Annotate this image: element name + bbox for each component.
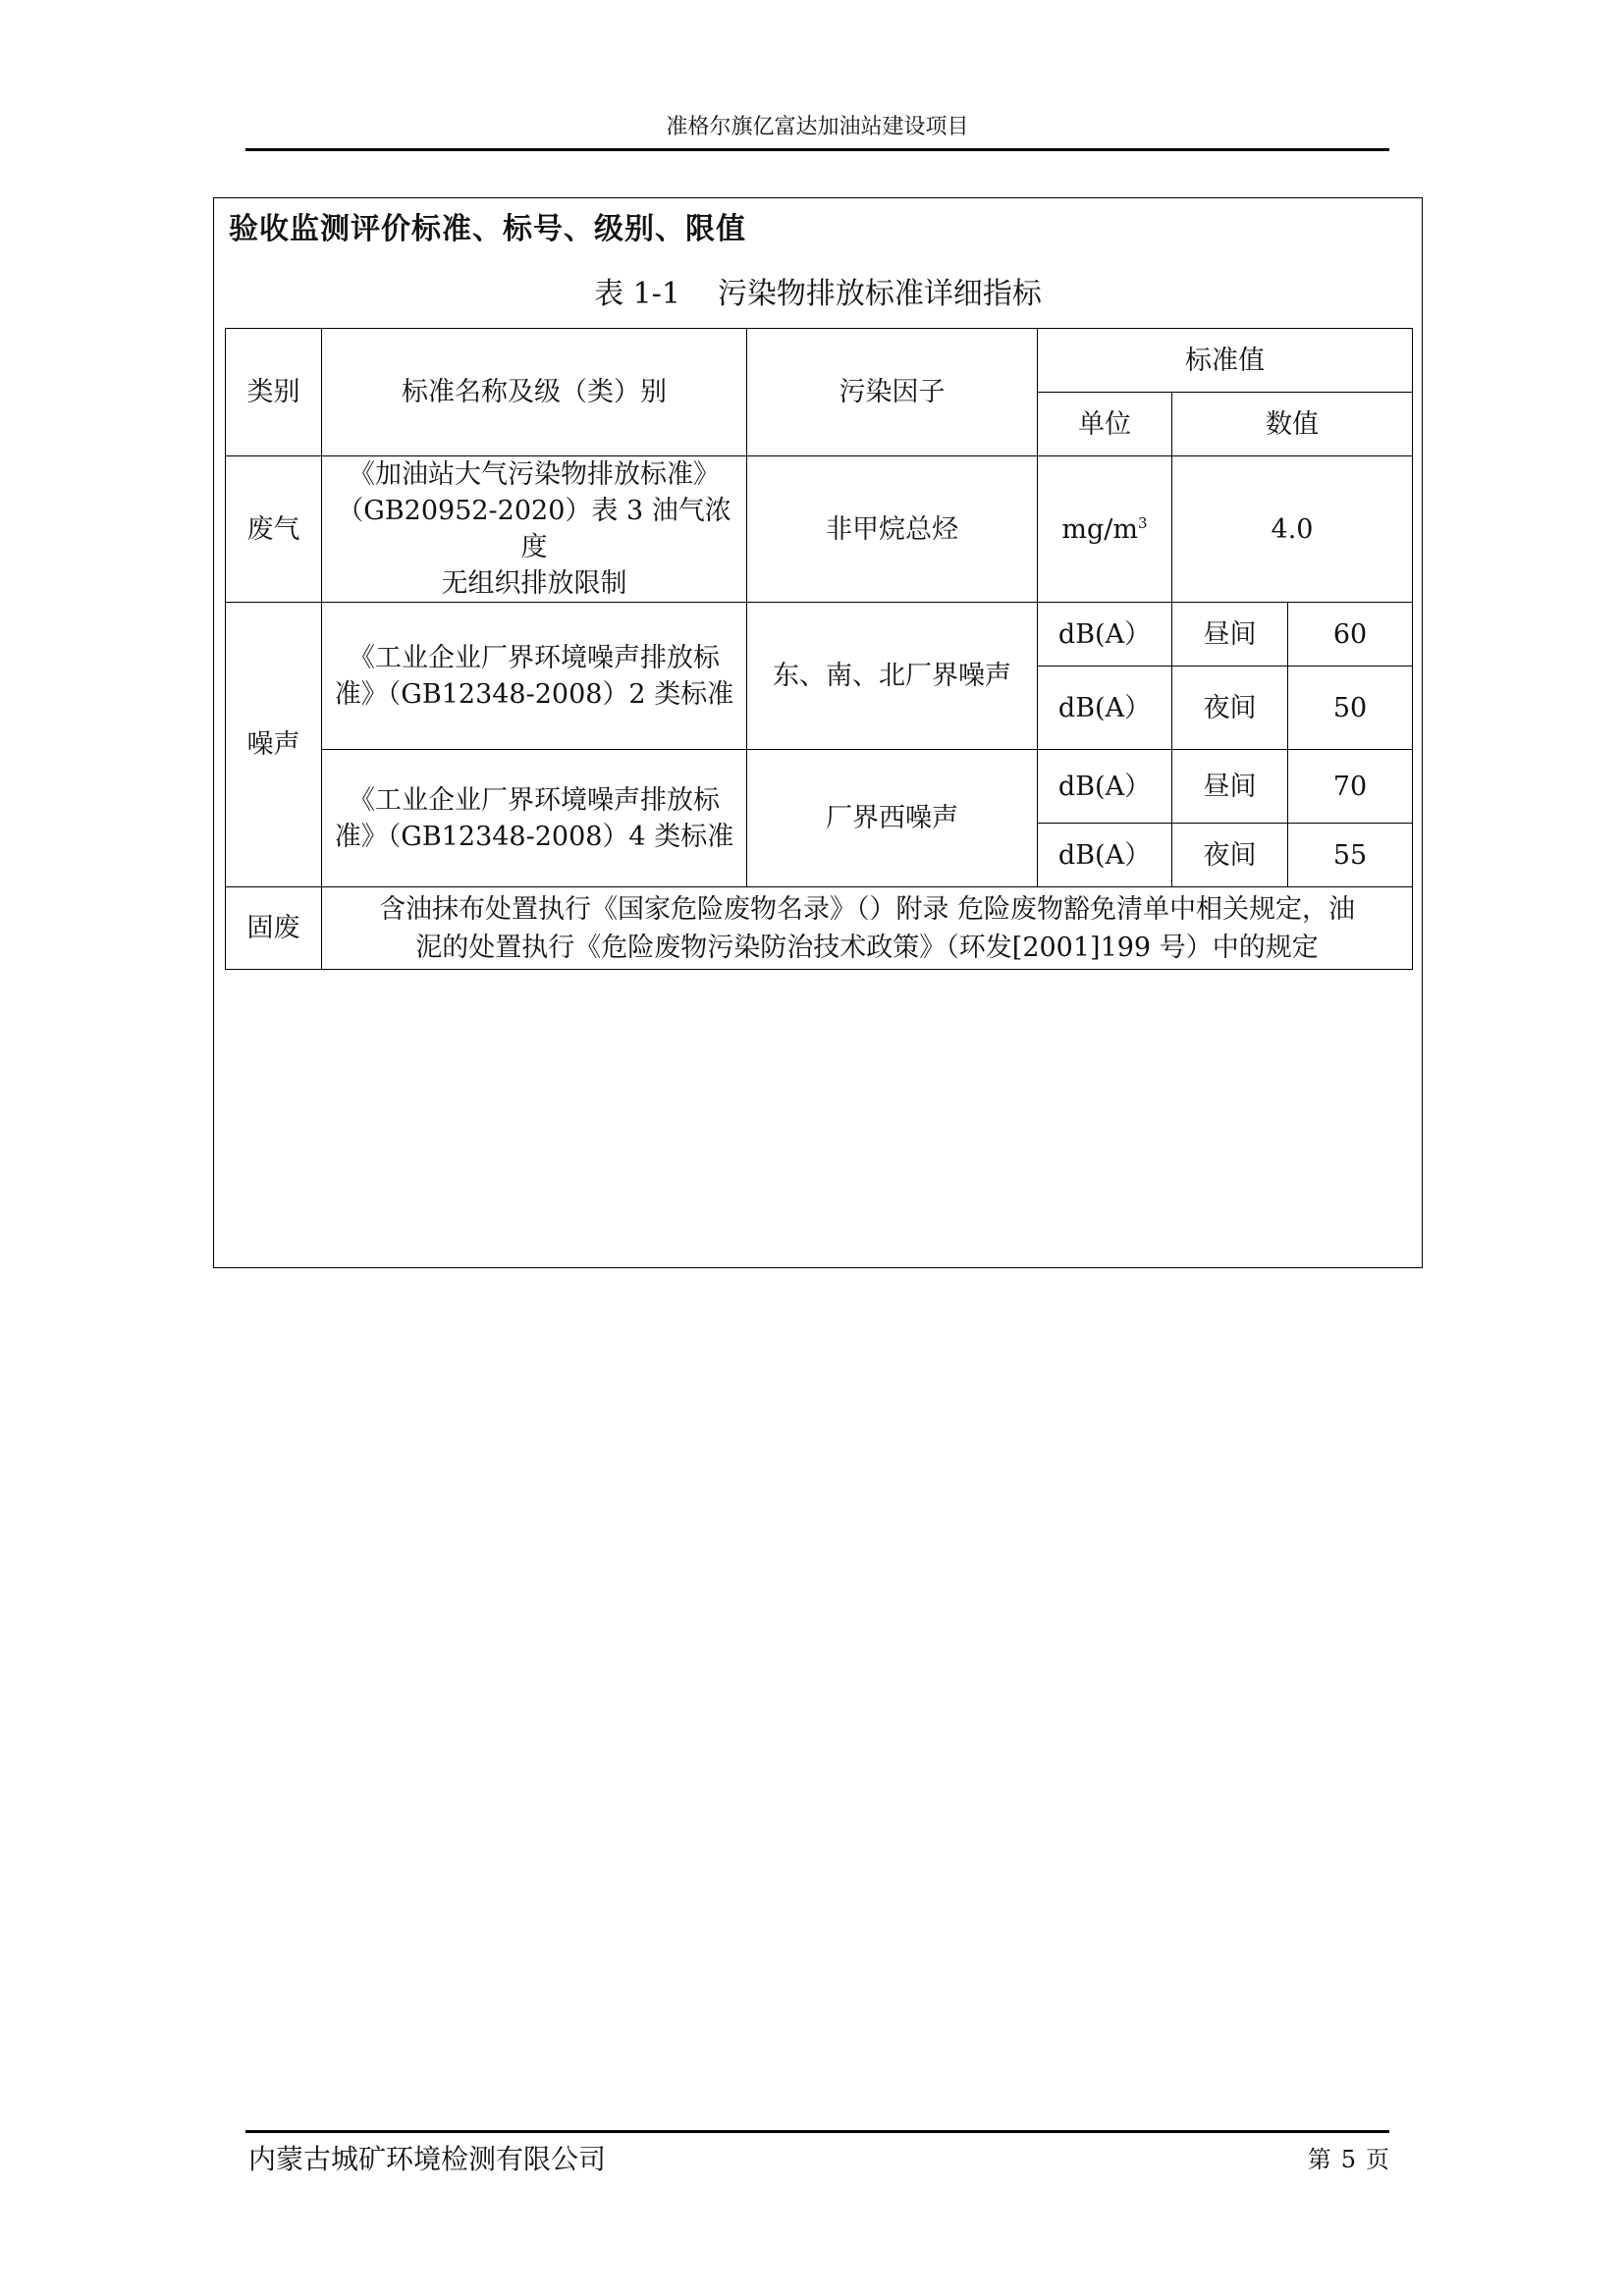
unit-noise-1-day: dB(A） xyxy=(1038,603,1172,667)
unit-noise-1-night: dB(A） xyxy=(1038,667,1172,750)
solid-waste-line-1: 含油抹布处置执行《国家危险废物名录》（）附录 危险废物豁免清单中相关规定，油 xyxy=(378,893,1356,925)
unit-gas-base: mg/m xyxy=(1061,513,1139,545)
footer-company: 内蒙古城矿环境检测有限公司 xyxy=(248,2143,607,2175)
value-noise-2-night: 55 xyxy=(1288,824,1413,887)
standard-gas xyxy=(322,456,747,603)
standard-noise-2 xyxy=(322,750,747,887)
footer-page-num: 5 xyxy=(1340,2146,1356,2173)
standard-noise-2-line-1: 《工业企业厂界环境噪声排放标 xyxy=(349,784,720,816)
value-gas: 4.0 xyxy=(1172,456,1413,603)
table-row-noise-1-day xyxy=(226,603,1413,667)
category-noise: 噪声 xyxy=(226,603,322,887)
footer-rule xyxy=(245,2130,1389,2133)
table-header-row xyxy=(226,329,1413,393)
footer-page-number xyxy=(1308,2144,1389,2175)
solid-waste-line-2: 泥的处置执行《危险废物污染防治技术政策》（环发[2001]199 号）中的规定 xyxy=(415,932,1319,963)
page-header: 准格尔旗亿富达加油站建设项目 xyxy=(666,115,969,139)
header-standard-name: 标准名称及级（类）别 xyxy=(322,329,747,456)
standard-noise-1 xyxy=(322,603,747,750)
pollutant-gas: 非甲烷总烃 xyxy=(747,456,1038,603)
value-noise-1-day: 60 xyxy=(1288,603,1413,667)
table-caption-text: 污染物排放标准详细指标 xyxy=(717,277,1042,311)
label-noise-2-day: 昼间 xyxy=(1172,750,1288,824)
table-row-waste-gas xyxy=(226,456,1413,603)
header-standard-value: 标准值 xyxy=(1038,329,1413,393)
solid-waste-text xyxy=(322,887,1413,970)
category-solid-waste: 固废 xyxy=(226,887,322,970)
standard-noise-2-line-2: 准》（GB12348-2008）4 类标准 xyxy=(334,821,734,852)
standard-gas-line-2: （GB20952-2020）表 3 油气浓度 xyxy=(337,496,731,562)
category-waste-gas: 废气 xyxy=(226,456,322,603)
footer-page-suffix: 页 xyxy=(1366,2146,1389,2173)
standard-gas-line-3: 无组织排放限制 xyxy=(441,568,627,599)
table-row-noise-2-day xyxy=(226,750,1413,824)
table-caption-number: 表 1-1 xyxy=(594,277,680,311)
header-value: 数值 xyxy=(1172,393,1413,456)
pollutant-noise-2: 厂界西噪声 xyxy=(747,750,1038,887)
footer-page-prefix: 第 xyxy=(1307,2146,1331,2173)
header-category: 类别 xyxy=(226,329,322,456)
unit-gas xyxy=(1038,456,1172,603)
standard-noise-1-line-2: 准》（GB12348-2008）2 类标准 xyxy=(334,678,734,710)
value-noise-2-day: 70 xyxy=(1288,750,1413,824)
value-noise-1-night: 50 xyxy=(1288,667,1413,750)
unit-noise-2-night: dB(A） xyxy=(1038,824,1172,887)
header-unit: 单位 xyxy=(1038,393,1172,456)
unit-noise-2-day: dB(A） xyxy=(1038,750,1172,824)
header-rule xyxy=(245,148,1389,151)
standard-noise-1-line-1: 《工业企业厂界环境噪声排放标 xyxy=(349,642,720,673)
table-row-solid-waste xyxy=(226,887,1413,970)
pollutant-noise-1: 东、南、北厂界噪声 xyxy=(747,603,1038,750)
label-noise-1-day: 昼间 xyxy=(1172,603,1288,667)
section-title: 验收监测评价标准、标号、级别、限值 xyxy=(229,212,746,246)
label-noise-2-night: 夜间 xyxy=(1172,824,1288,887)
table-caption xyxy=(213,277,1423,312)
label-noise-1-night: 夜间 xyxy=(1172,667,1288,750)
standard-gas-line-1: 《加油站大气污染物排放标准》 xyxy=(349,459,720,490)
header-pollutant: 污染因子 xyxy=(747,329,1038,456)
unit-gas-sup: 3 xyxy=(1138,513,1148,532)
emission-standards-table xyxy=(225,328,1413,970)
